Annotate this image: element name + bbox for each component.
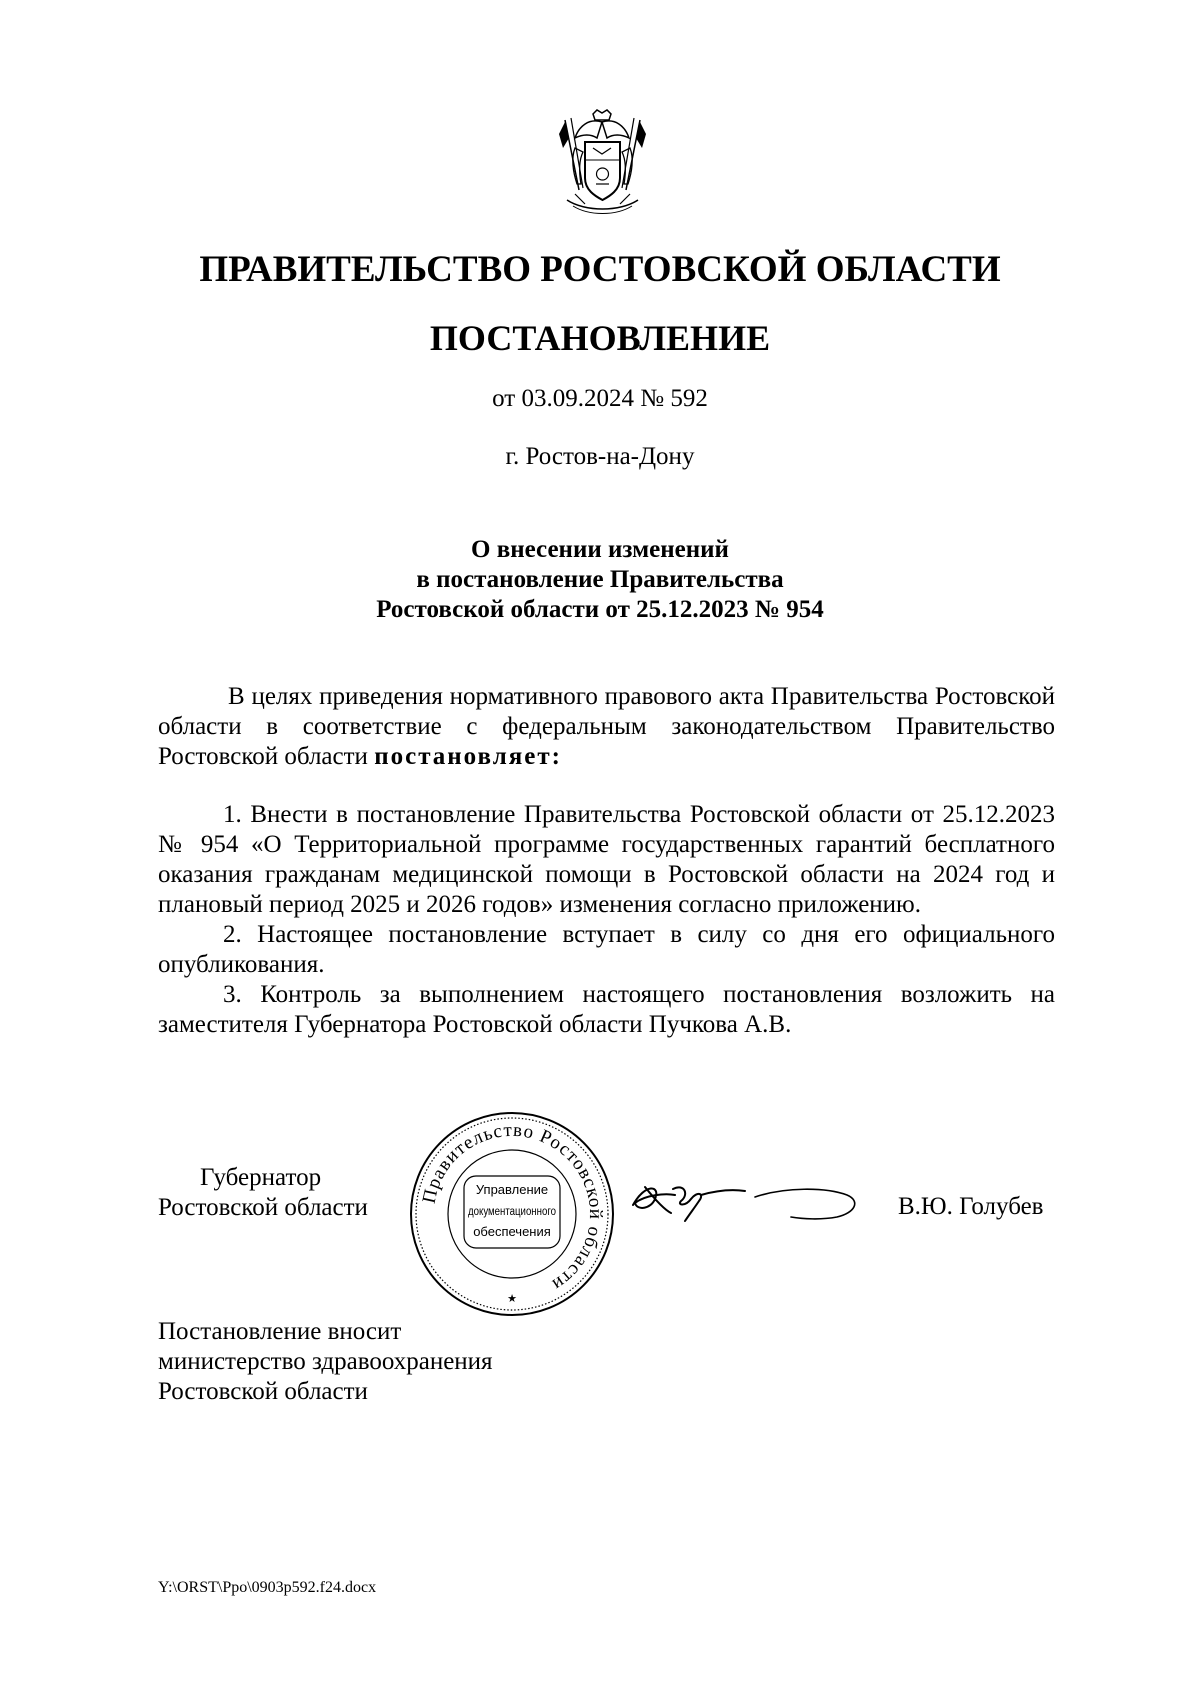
resolution-item: 1. Внести в постановление Правительства Ростовской области от 25.12.2023 № 954 «О Территориальной программе государственных гарантий бесплатного оказания гражданам медицинской помощи в Ростовской области на 2024 год и плановый период 2025 и 2026 годов» изменения согласно приложению. xyxy=(158,801,1055,918)
position-line: Ростовской области xyxy=(158,1194,368,1221)
organization-title: ПРАВИТЕЛЬСТВО РОСТОВСКОЙ ОБЛАСТИ xyxy=(199,249,1001,290)
preamble-decision-word: постановляет: xyxy=(374,743,562,770)
file-path: Y:\ORST\Ppo\0903p592.f24.docx xyxy=(158,1579,377,1596)
stamp-star-icon: ★ xyxy=(507,1292,517,1305)
date-and-number: от 03.09.2024 № 592 xyxy=(492,385,708,412)
resolution-item: 2. Настоящее постановление вступает в силу со дня его официального опубликования. xyxy=(158,921,1055,978)
handwritten-signature xyxy=(625,1165,865,1225)
subject-line: в постановление Правительства xyxy=(416,566,784,593)
preamble-paragraph xyxy=(158,682,1055,772)
coat-of-arms-icon xyxy=(555,108,650,220)
subject-line: Ростовской области от 25.12.2023 № 954 xyxy=(376,596,824,623)
resolution-items xyxy=(158,800,1055,1040)
submitter-line: Ростовской области xyxy=(158,1378,368,1405)
resolution-item: 3. Контроль за выполнением настоящего постановления возложить на заместителя Губернатора Ростовской области Пучкова А.В. xyxy=(158,981,1055,1038)
document-type: ПОСТАНОВЛЕНИЕ xyxy=(429,318,771,358)
stamp-inner-line: обеспечения xyxy=(473,1224,551,1239)
subject-line: О внесении изменений xyxy=(471,536,729,563)
submitter-line: Постановление вносит xyxy=(158,1318,402,1345)
signer-position xyxy=(158,1163,368,1223)
stamp-ring-text: Правительство Ростовской области xyxy=(418,1119,607,1296)
preamble-text: В целях приведения нормативного правового акта Правительства Ростовской области в соответствие с федеральным законодательством Правительство Ростовской области xyxy=(158,683,1055,770)
position-line: Губернатор xyxy=(200,1164,322,1191)
submitted-by xyxy=(158,1317,493,1407)
signer-name: В.Ю. Голубев xyxy=(898,1193,1044,1220)
document-subject xyxy=(0,535,1200,625)
city: г. Ростов-на-Дону xyxy=(505,443,695,470)
official-stamp xyxy=(408,1110,616,1318)
stamp-inner-line: документационного xyxy=(468,1206,556,1218)
submitter-line: министерство здравоохранения xyxy=(158,1348,493,1375)
stamp-inner-line: Управление xyxy=(475,1182,549,1197)
